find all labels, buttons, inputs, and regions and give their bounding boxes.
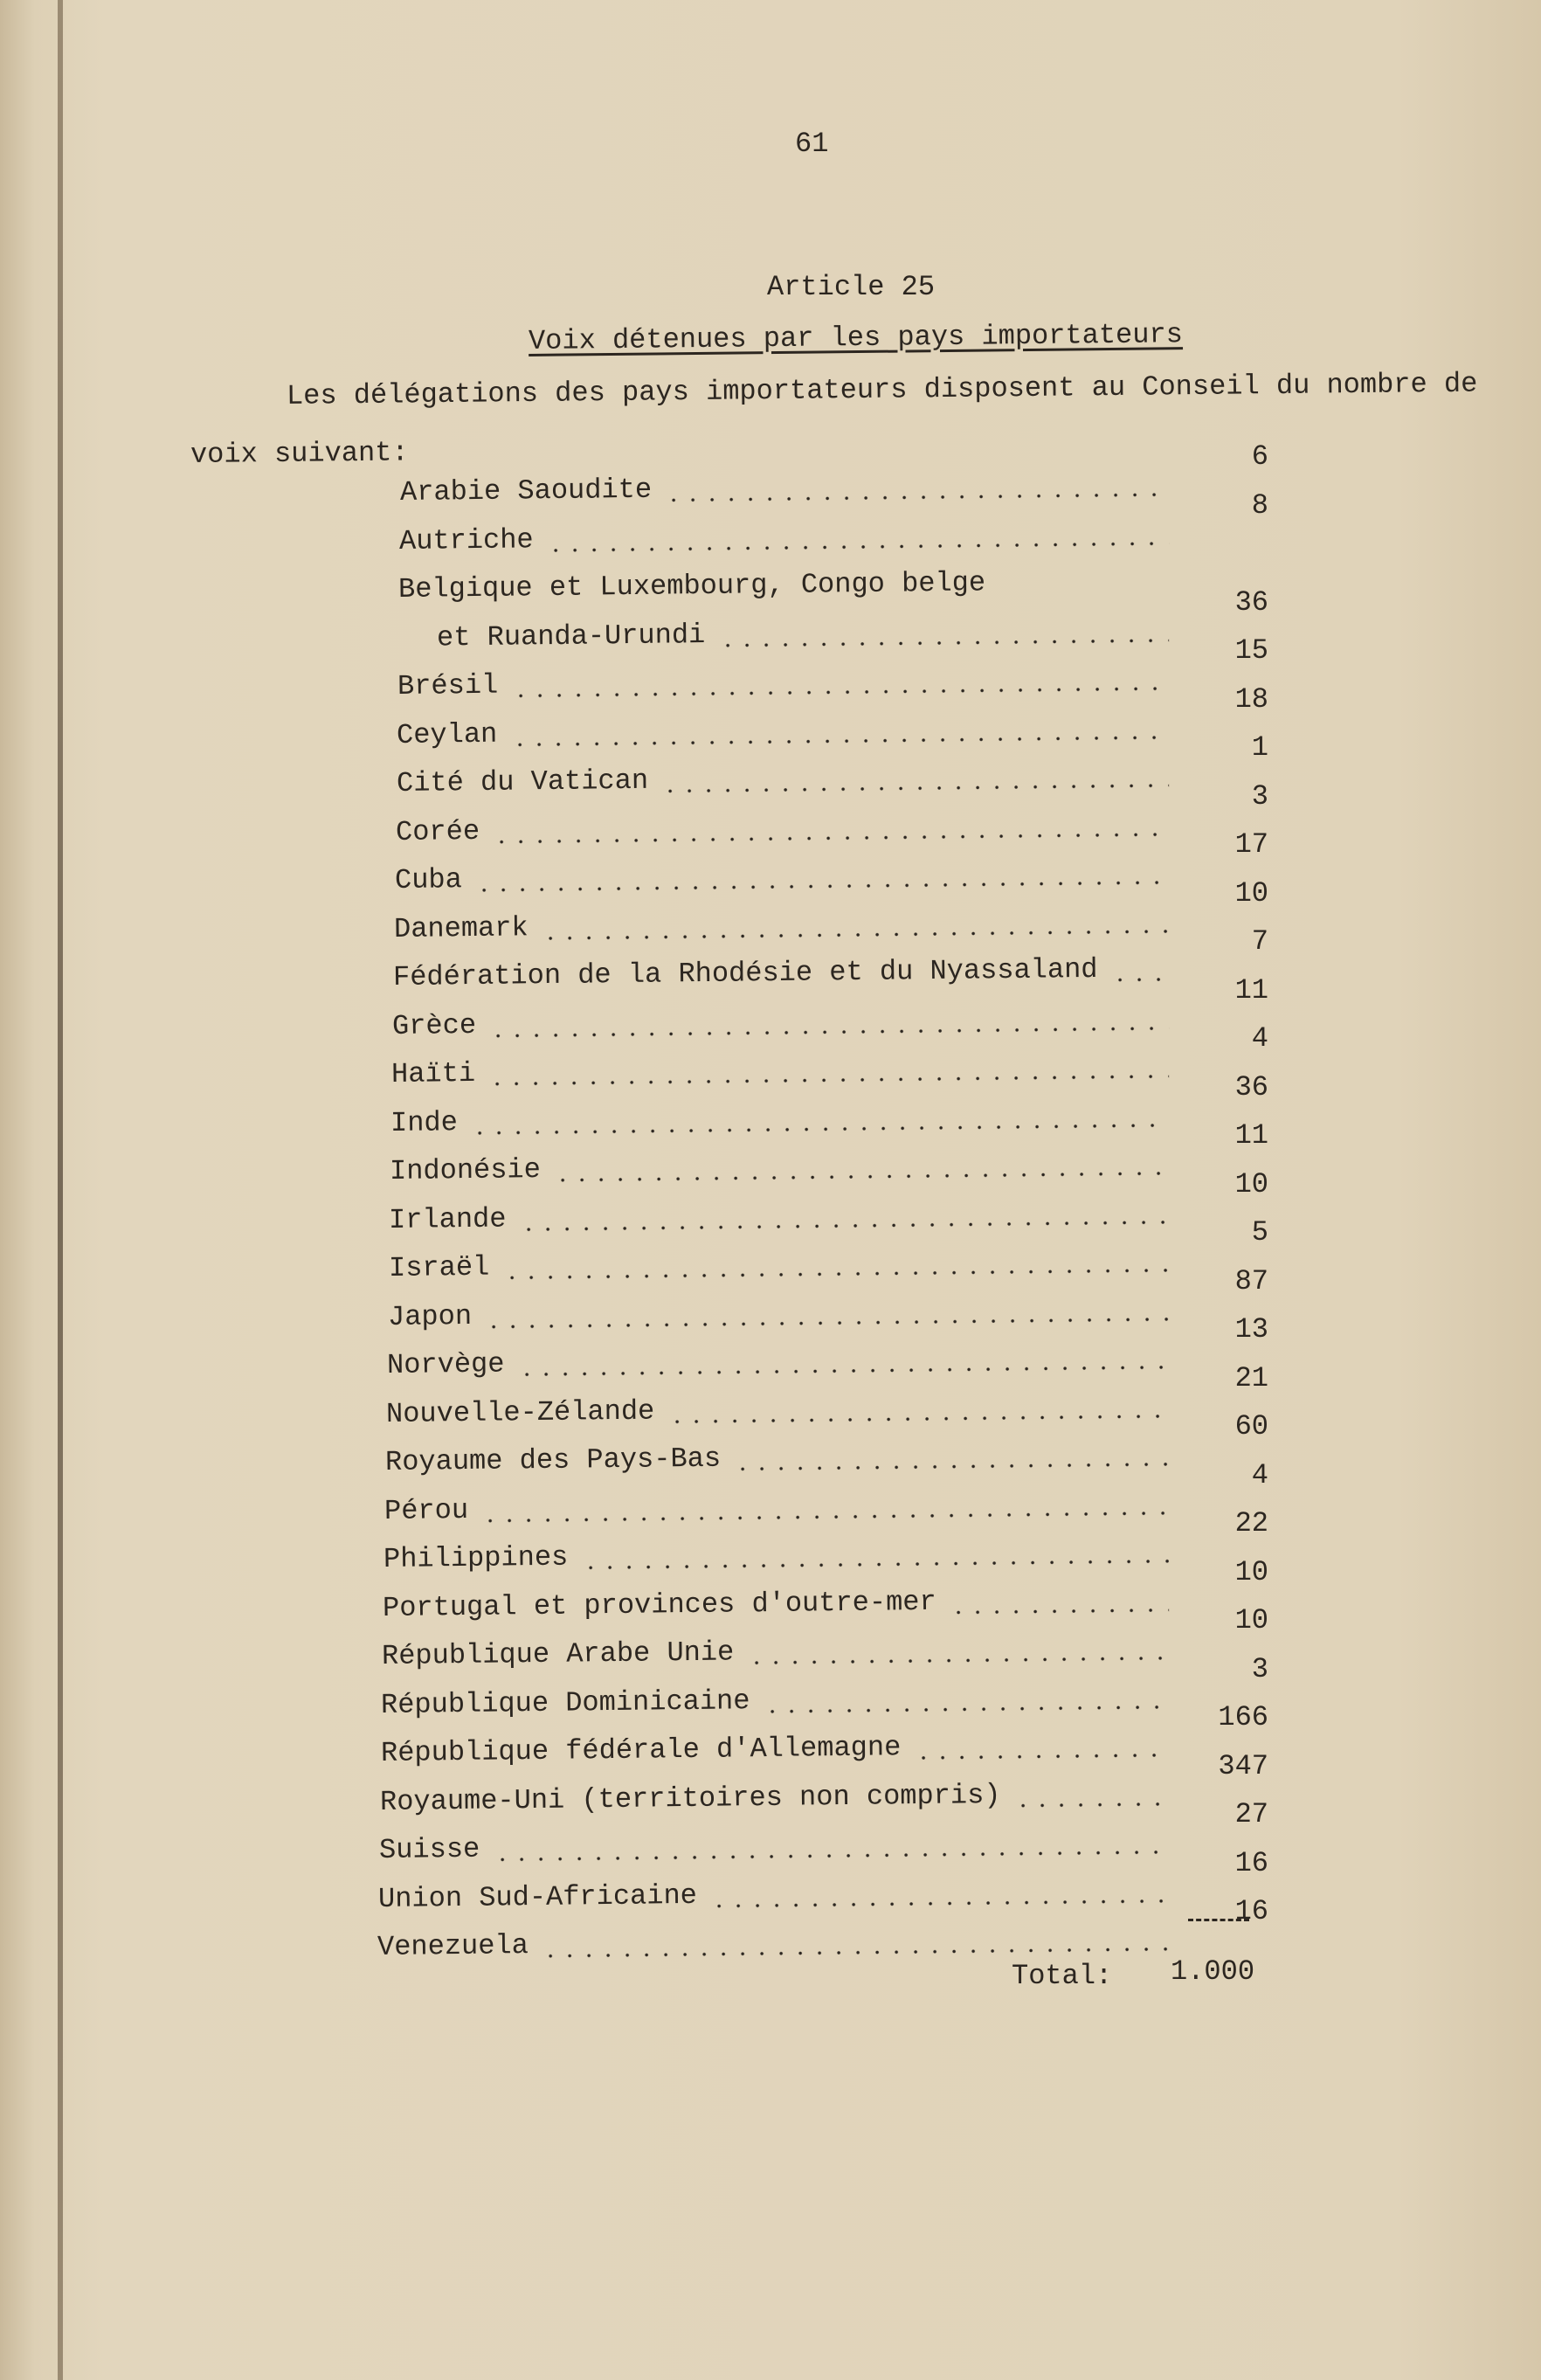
- vote-count: 6: [1251, 440, 1268, 473]
- leader-dots: [667, 1414, 1169, 1423]
- section-heading: Voix détenues par les pays importateurs: [528, 318, 1184, 357]
- leader-dots: [511, 687, 1169, 698]
- vote-count: 3: [1251, 1652, 1268, 1685]
- leader-dots: [665, 493, 1170, 502]
- table-row: [394, 844, 1169, 902]
- leader-dots: [493, 1851, 1170, 1862]
- vote-count: 27: [1234, 1798, 1268, 1830]
- leader-dots: [763, 1705, 1169, 1712]
- vote-count: 8: [1251, 488, 1268, 522]
- vote-count: 22: [1234, 1507, 1268, 1539]
- leader-dots: [913, 1754, 1169, 1760]
- country-name: République Dominicaine: [381, 1684, 751, 1721]
- vote-count: 11: [1234, 1119, 1268, 1152]
- vote-count: 16: [1234, 1846, 1268, 1879]
- table-row: [390, 1135, 1169, 1193]
- vote-count: 11: [1234, 973, 1268, 1007]
- vote-count: 10: [1234, 876, 1268, 910]
- country-name: Israël: [388, 1250, 490, 1284]
- table-row: [393, 941, 1170, 999]
- vote-count: 4: [1251, 1458, 1268, 1491]
- country-name: Corée: [395, 814, 480, 848]
- country-name: Venezuela: [377, 1929, 529, 1963]
- leader-dots: [718, 638, 1169, 647]
- country-name: Haïti: [390, 1056, 476, 1090]
- vote-count: 87: [1234, 1264, 1268, 1297]
- country-name: Suisse: [378, 1832, 480, 1866]
- vote-count: 347: [1218, 1749, 1268, 1782]
- table-row: [385, 1426, 1170, 1484]
- leader-dots: [660, 784, 1169, 793]
- total-value: 1.000: [1171, 1955, 1255, 1988]
- vote-count: 1: [1251, 731, 1268, 764]
- vote-count: 36: [1234, 585, 1268, 619]
- country-name: Arabie Saoudite: [399, 473, 653, 509]
- country-name: Fédération de la Rhodésie et du Nyassaland: [392, 952, 1098, 993]
- country-name: Portugal et provinces d'outre-mer: [383, 1585, 937, 1624]
- country-name: Indonésie: [390, 1153, 542, 1187]
- country-name: Autriche: [398, 522, 534, 557]
- vote-count: 60: [1234, 1410, 1268, 1443]
- vote-count: 7: [1251, 925, 1268, 958]
- table-row-line: [398, 553, 1169, 611]
- leader-dots: [709, 1899, 1169, 1907]
- country-name: Royaume-Uni (territoires non compris): [379, 1778, 1001, 1818]
- country-name: Cité du Vatican: [396, 764, 648, 799]
- vote-count: 15: [1234, 634, 1268, 667]
- country-name: Inde: [390, 1105, 459, 1139]
- vote-count: 3: [1251, 779, 1268, 813]
- vote-count: 36: [1234, 1070, 1268, 1104]
- country-name: Pérou: [384, 1493, 469, 1527]
- country-name: Nouvelle-Zélande: [385, 1394, 655, 1430]
- leader-dots: [501, 1269, 1169, 1280]
- table-row: [382, 1620, 1169, 1678]
- country-name: Belgique et Luxembourg, Congo belge: [398, 566, 986, 605]
- country-name: République Arabe Unie: [382, 1636, 735, 1672]
- country-name: Norvège: [386, 1347, 505, 1381]
- intro-line-1: Les délégations des pays importateurs disposent au Conseil du nombre de: [286, 367, 1478, 412]
- leader-dots: [492, 832, 1169, 843]
- leader-dots: [1013, 1802, 1169, 1807]
- vote-count: 10: [1234, 1604, 1268, 1636]
- table-row: [400, 456, 1170, 514]
- intro-line-2: voix suivant:: [190, 436, 409, 471]
- table-row: [384, 1523, 1169, 1581]
- vote-count: 17: [1234, 828, 1268, 861]
- sum-rule: [1188, 1919, 1249, 1924]
- country-name: Philippines: [384, 1540, 569, 1575]
- vote-count: 5: [1251, 1216, 1268, 1249]
- leader-dots: [510, 735, 1169, 746]
- total-label: Total:: [1012, 1960, 1113, 1992]
- vote-count: 16: [1234, 1895, 1268, 1927]
- binding-edge: [58, 0, 63, 2380]
- leader-dots: [481, 1511, 1169, 1522]
- country-name: Union Sud-Africaine: [377, 1878, 697, 1915]
- country-name: Japon: [387, 1299, 472, 1333]
- vote-count: 10: [1234, 1555, 1268, 1588]
- country-name: Royaume des Pays-Bas: [384, 1442, 722, 1478]
- leader-dots: [734, 1463, 1170, 1471]
- country-name: Cuba: [394, 863, 462, 896]
- leader-dots: [484, 1317, 1169, 1328]
- vote-count: 18: [1234, 682, 1268, 716]
- table-row: [386, 1329, 1169, 1387]
- leader-dots: [517, 1366, 1169, 1376]
- vote-count: 10: [1234, 1167, 1268, 1200]
- table-row: [396, 747, 1169, 805]
- leader-dots: [474, 881, 1169, 892]
- leader-dots: [541, 929, 1169, 939]
- leader-dots: [471, 1123, 1170, 1134]
- vote-count: 13: [1234, 1313, 1268, 1346]
- leader-dots: [546, 542, 1169, 552]
- leader-dots: [519, 1220, 1169, 1230]
- country-name: Brésil: [397, 668, 499, 702]
- leader-dots: [541, 1948, 1169, 1958]
- leader-dots: [554, 1172, 1169, 1182]
- leader-dots: [488, 1075, 1169, 1086]
- article-title: Article 25: [767, 271, 936, 303]
- table-row: [397, 650, 1169, 708]
- table-row: [388, 1232, 1169, 1290]
- country-name: Danemark: [393, 910, 529, 945]
- country-name: Irlande: [389, 1201, 508, 1236]
- country-name-continued: et Ruanda-Urundi: [437, 618, 706, 654]
- page-number: 61: [795, 128, 829, 160]
- vote-count: 21: [1234, 1361, 1268, 1394]
- table-row: [378, 1814, 1169, 1871]
- leader-dots: [949, 1608, 1169, 1614]
- table-row: [380, 1717, 1169, 1775]
- country-name: République fédérale d'Allemagne: [380, 1731, 902, 1769]
- table-row: [391, 1038, 1169, 1096]
- leader-dots: [1110, 978, 1169, 982]
- vote-count: 166: [1218, 1701, 1268, 1733]
- leader-dots: [489, 1026, 1170, 1037]
- country-name: Grèce: [391, 1008, 477, 1042]
- vote-count: 4: [1251, 1022, 1268, 1055]
- leader-dots: [747, 1657, 1169, 1664]
- leader-dots: [581, 1560, 1169, 1570]
- country-name: Ceylan: [397, 717, 498, 751]
